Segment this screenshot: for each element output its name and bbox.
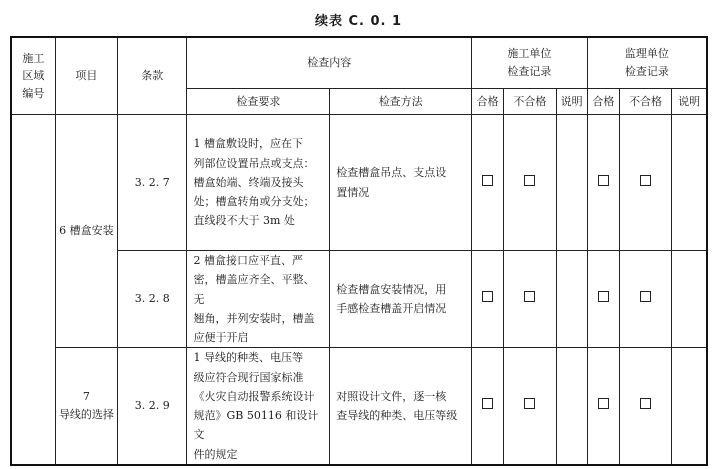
clause-cell: 3. 2. 9 [118,348,187,465]
header-requirement: 检查要求 [187,89,330,115]
method-cell: 检查槽盒吊点、支点设 置情况 [330,115,472,251]
inspection-table [10,36,708,466]
header-construction-remark: 说明 [556,89,587,115]
supervision-remark-cell [672,251,707,348]
supervision-remark-cell [672,115,707,251]
construction-pass-checkbox[interactable] [482,291,493,302]
supervision-fail-checkbox[interactable] [640,175,651,186]
header-inspection-content: 检查内容 [187,37,472,89]
supervision-pass-checkbox[interactable] [598,175,609,186]
construction-remark-cell [556,348,587,465]
header-supervision-unit: 监理单位 检查记录 [587,37,707,89]
supervision-fail-cell [619,251,671,348]
construction-fail-checkbox[interactable] [524,398,535,409]
construction-fail-cell [504,348,556,465]
supervision-fail-checkbox[interactable] [640,398,651,409]
header-supervision-remark: 说明 [672,89,707,115]
header-area-code: 施工 区域 编号 [11,37,55,115]
construction-fail-cell [504,251,556,348]
supervision-pass-checkbox[interactable] [598,398,609,409]
method-cell: 对照设计文件，逐一核 查导线的种类、电压等级 [330,348,472,465]
construction-fail-checkbox[interactable] [524,175,535,186]
area-code-cell [11,115,55,465]
supervision-pass-cell [587,251,619,348]
requirement-cell: 1 槽盒敷设时，应在下 列部位设置吊点或支点： 槽盒始端、终端及接头 处；槽盒转角或分支处； 直线段不大于 3m 处 [187,115,330,251]
supervision-pass-cell [587,115,619,251]
header-row-1 [11,37,707,89]
header-clause: 条款 [118,37,187,115]
table-row [11,115,707,251]
construction-fail-checkbox[interactable] [524,291,535,302]
construction-remark-cell [556,115,587,251]
construction-pass-cell [472,348,504,465]
construction-pass-cell [472,251,504,348]
construction-remark-cell [556,251,587,348]
header-construction-fail: 不合格 [504,89,556,115]
supervision-pass-checkbox[interactable] [598,291,609,302]
supervision-fail-cell [619,115,671,251]
table-row [11,348,707,465]
requirement-cell: 1 导线的种类、电压等 级应符合现行国家标准 《火灾自动报警系统设计 规范》GB 50116 和设计文 件的规定 [187,348,330,465]
construction-pass-cell [472,115,504,251]
table-title: 续表 C. 0. 1 [314,14,403,29]
requirement-cell: 2 槽盒接口应平直、严 密，槽盖应齐全、平整、无 翘角，并列安装时，槽盖 应便于开启 [187,251,330,348]
construction-pass-checkbox[interactable] [482,175,493,186]
construction-fail-cell [504,115,556,251]
header-supervision-pass: 合格 [587,89,619,115]
clause-cell: 3. 2. 8 [118,251,187,348]
supervision-fail-cell [619,348,671,465]
item-cell: 6 槽盒安装 [55,115,117,348]
construction-pass-checkbox[interactable] [482,398,493,409]
header-item: 项目 [55,37,117,115]
supervision-fail-checkbox[interactable] [640,291,651,302]
item-cell: 7 导线的选择 [55,348,117,465]
header-supervision-fail: 不合格 [619,89,671,115]
method-cell: 检查槽盒安装情况，用 手感检查槽盖开启情况 [330,251,472,348]
supervision-pass-cell [587,348,619,465]
header-method: 检查方法 [330,89,472,115]
clause-cell: 3. 2. 7 [118,115,187,251]
header-construction-pass: 合格 [472,89,504,115]
supervision-remark-cell [672,348,707,465]
header-construction-unit: 施工单位 检查记录 [472,37,588,89]
